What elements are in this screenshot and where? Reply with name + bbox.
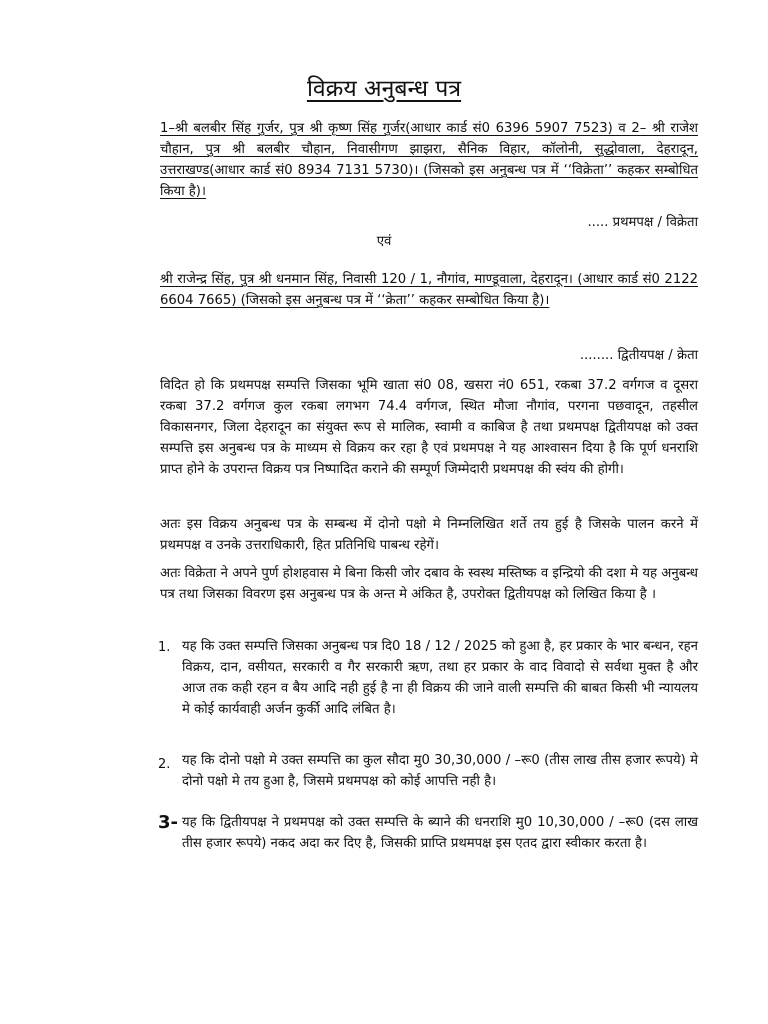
consent-paragraph: अतः विक्रेता ने अपने पुर्ण होशहवास मे बिना किसी जोर दबाव के स्वस्थ मस्तिष्क व इन्द्रियो की दशा मे यह अनुबन्ध पत्र तथा जिसका विवरण इस अनुबन्ध पत्र के अन्त मे अंकित है, उपरोक्त द्वितीयपक्ष को लिखित किया है । — [160, 566, 698, 602]
clause-number: 3- — [158, 812, 178, 833]
terms-paragraph: अतः इस विक्रय अनुबन्ध पत्र के सम्बन्ध में दोनो पक्षो मे निम्नलिखित शर्ते तय हुई है जिसके पालन करने में प्रथमपक्ष व उनके उत्तराधिकारी, हित प्रतिनिधि पाबन्ध रहेगें। — [160, 517, 698, 553]
property-paragraph: विदित हो कि प्रथमपक्ष सम्पत्ति जिसका भूमि खाता सं0 08, खसरा नं0 651, रकबा 37.2 वर्गगज व दूसरा रकबा 37.2 वर्गगज कुल रकबा लगभग 74.4 वर्गगज, स्थित मौजा नौगांव, परगना पछवादून, तहसील विकासनगर, जिला देहरादून का संयुक्त रूप से मालिक, स्वामी व काबिज है तथा प्रथमपक्ष द्वितीयपक्ष को उक्त सम्पत्ति इस अनुबन्ध पत्र के माध्यम से विक्रय कर रहा है एवं प्रथमपक्ष ने यह आश्वासन दिया है कि पूर्ण धनराशि प्राप्त होने के उपरान्त विक्रय पत्र निष्पादित कराने की सम्पूर्ण जिम्मेदारी प्रथमपक्ष की स्वंय की होगी। — [160, 378, 698, 477]
document-title — [0, 74, 768, 104]
clause-number: 2. — [158, 757, 171, 772]
clause-text: यह कि द्वितीयपक्ष ने प्रथमपक्ष को उक्त सम्पत्ति के ब्याने की धनराशि मु0 10,30,000 / –रू0 (दस लाख तीस हजार रूपये) नकद अदा कर दिए है, जिसकी प्राप्ति प्रथमपक्ष इस एतद द्वारा स्वीकार करता है। — [182, 815, 698, 851]
party-one-role: ..... प्रथमपक्ष / विक्रेता — [587, 215, 698, 230]
document-title-text: विक्रय अनुबन्ध पत्र — [306, 76, 462, 102]
clause-text: यह कि उक्त सम्पत्ति जिसका अनुबन्ध पत्र दि0 18 / 12 / 2025 को हुआ है, हर प्रकार के भार बन्धन, रहन विक्रय, दान, वसीयत, सरकारी व गैर सरकारी ऋण, तथा हर प्रकार के वाद विवादो से सर्वथा मुक्त है और आज तक कही रहन व बैय आदि नही हुई है ना ही विक्रय की जाने वाली सम्पत्ति की बाबत किसी भी न्यायलय मे कोई कार्यवाही अर्जन कुर्की आदि लंबित है। — [182, 639, 698, 717]
clause-number: 1. — [158, 640, 171, 655]
party-one-paragraph: 1–श्री बलबीर सिंह गुर्जर, पुत्र श्री कृष्ण सिंह गुर्जर(आधार कार्ड सं0 6396 5907 7523) व 2– श्री राजेश चौहान, पुत्र श्री बलबीर चौहान, निवासीगण झाझरा, सैनिक विहार, कॉलोनी, सुद्धोवाला, देहरादून, उत्तराखण्ड(आधार कार्ड सं0 8934 7131 5730)। (जिसको इस अनुबन्ध पत्र में ‘‘विक्रेता’’ कहकर सम्बोधित किया है)। — [160, 121, 698, 199]
clause-text: यह कि दोनो पक्षो मे उक्त सम्पत्ति का कुल सौदा मु0 30,30,000 / –रू0 (तीस लाख तीस हजार रूपये) मे दोनो पक्षो मे तय हुआ है, जिसमे प्रथमपक्ष को कोई आपत्ति नही है। — [182, 753, 698, 789]
conjunction-text: एवं — [376, 234, 392, 249]
party-two-role: ........ द्वितीयपक्ष / क्रेता — [579, 348, 698, 363]
party-two-paragraph: श्री राजेन्द्र सिंह, पुत्र श्री धनमान सिंह, निवासी 120 / 1, नौगांव, माण्डूवाला, देहरादून। (आधार कार्ड सं0 2122 6604 7665) (जिसको इस अनुबन्ध पत्र में ‘‘क्रेता’’ कहकर सम्बोधित किया है)। — [160, 272, 698, 308]
